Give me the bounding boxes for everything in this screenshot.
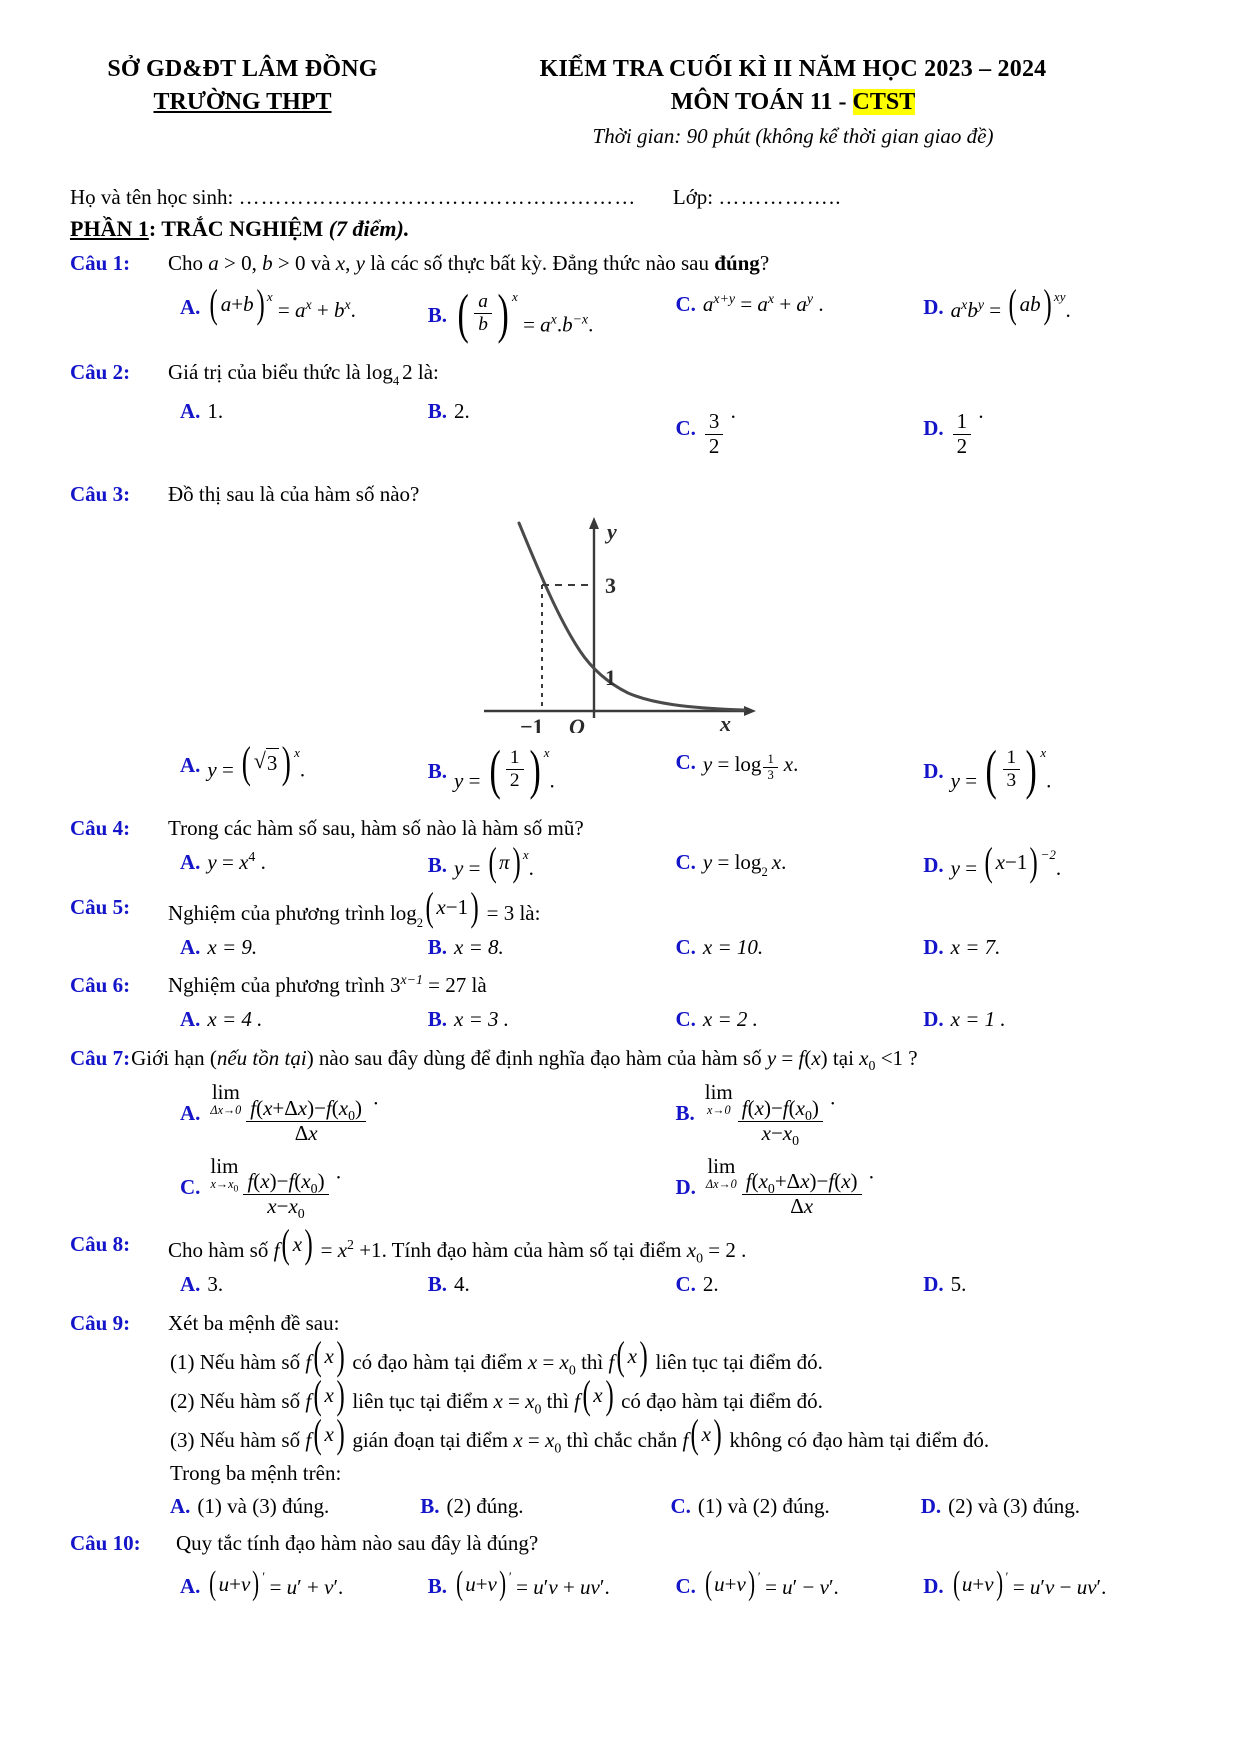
option-b[interactable] (427, 738, 676, 800)
option-c-content: lim $x\to x_0$ $\frac{f(x)-f(x_0)}{x-x_0}$ . (210, 1153, 342, 1222)
question-10-prompt: Quy tắc tính đạo hàm nào sau đây là đúng? (176, 1531, 539, 1556)
option-d-content: x = 1 . (950, 1007, 1006, 1032)
option-b[interactable] (675, 1080, 1172, 1148)
question-1-options (70, 281, 1171, 344)
subject-prefix: MÔN TOÁN 11 - (670, 88, 853, 115)
option-c-label: C. (670, 1494, 691, 1519)
part-score: (7 điểm). (328, 216, 410, 242)
curve (519, 523, 744, 710)
option-d[interactable] (923, 398, 1171, 459)
question-9-prompt: Xét ba mệnh đề sau: (168, 1310, 340, 1335)
option-c[interactable] (676, 934, 924, 961)
question-4 (70, 815, 1171, 842)
option-d-label: D. (675, 1174, 696, 1199)
option-a-label: A. (180, 753, 201, 778)
option-a-content: 3. (207, 1271, 224, 1296)
option-b-content: (2) đúng. (446, 1494, 524, 1519)
option-d-content: y = ( $\frac{1}{3}$ ) x . (950, 738, 1052, 800)
option-a-label: A. (180, 1573, 201, 1598)
option-a-content: ( u + v ) ′ = u′ + v′. (209, 1565, 344, 1603)
y-tick-1-label: 1 (604, 665, 616, 691)
option-a-content: x = 4 . (207, 1007, 263, 1032)
option-c[interactable] (676, 291, 924, 318)
option-a-content: lim Δx→0 $\frac{f(x+\Delta x)-f(x_0)}{\Delta x}$ . (210, 1080, 379, 1145)
option-c[interactable] (676, 1006, 924, 1033)
exponential-graph-svg (476, 513, 766, 733)
option-a[interactable] (180, 281, 428, 327)
option-d[interactable] (923, 1565, 1171, 1603)
school-name: TRƯỜNG THPT (153, 88, 332, 115)
option-c-label: C. (675, 750, 696, 775)
school-authority: SỞ GD&ĐT LÂM ĐỒNG (107, 56, 378, 82)
question-9-statement-1: (1) Nếu hàm số f ( x ) có đạo hàm tại điểm $x = x_0$ thì f ( x ) liên tục tại điểm đó. (170, 1332, 823, 1378)
option-b-label: B. (675, 1101, 695, 1126)
option-c-content: 2. (702, 1271, 719, 1296)
question-9-options (70, 1493, 1171, 1520)
option-b-label: B. (427, 852, 448, 877)
option-d-label: D. (920, 1494, 942, 1519)
question-8-options (70, 1271, 1171, 1298)
question-7-options-row2 (70, 1153, 1171, 1222)
option-b-label: B. (420, 1494, 440, 1519)
option-c-label: C. (675, 1573, 696, 1598)
q7-text-c: tại (827, 1046, 860, 1071)
y-axis-arrow (589, 517, 599, 529)
option-c[interactable] (180, 1153, 676, 1222)
question-9-statement-3: (3) Nếu hàm số f ( x ) gián đoạn tại điểm $x = x_0$ thì chắc chắn f ( x ) không có đạo hàm tại điểm đó. (170, 1410, 990, 1456)
option-b-label: B. (427, 1573, 448, 1598)
option-d[interactable] (921, 1493, 1171, 1520)
option-b[interactable] (420, 1493, 670, 1520)
option-d[interactable] (923, 1271, 1171, 1298)
option-d[interactable] (923, 738, 1171, 800)
question-10 (70, 1530, 1171, 1557)
option-b[interactable] (427, 1565, 676, 1603)
option-d-label: D. (923, 295, 944, 320)
option-c-label: C. (675, 934, 696, 959)
option-a[interactable] (180, 934, 428, 961)
q7-text-d: ? (903, 1046, 918, 1071)
option-c-label: C. (675, 1007, 696, 1032)
question-2-number: Câu 2: (70, 359, 131, 384)
x-axis-label: x (719, 711, 731, 734)
question-9-closing: Trong ba mệnh trên: (170, 1460, 342, 1485)
option-d-content: y = ( x − 1 ) −2 . (950, 838, 1062, 884)
option-c[interactable] (676, 1271, 924, 1298)
option-b[interactable] (427, 282, 676, 344)
option-a-label: A. (180, 849, 201, 874)
option-d[interactable] (923, 1006, 1171, 1033)
option-d-label: D. (923, 1271, 944, 1296)
option-d-label: D. (923, 1007, 944, 1032)
y-tick-3-label: 3 (604, 573, 616, 599)
question-4-prompt: Trong các hàm số sau, hàm số nào là hàm số mũ? (168, 815, 584, 840)
option-d-content: $\frac{1}{2}$ . (951, 398, 984, 459)
class-label: Lớp: (672, 185, 714, 210)
question-2 (70, 359, 1171, 389)
option-a[interactable] (180, 849, 428, 876)
question-3-prompt: Đồ thị sau là của hàm số nào? (168, 481, 420, 506)
option-b-content: x = 3 . (454, 1007, 510, 1032)
option-c[interactable] (675, 1565, 924, 1603)
part-heading (70, 215, 1171, 243)
class-blank[interactable]: …………….. (718, 185, 842, 210)
y-axis-label: y (606, 519, 617, 545)
q7-text-italic: nếu tồn tại (216, 1046, 307, 1071)
option-a-label: A. (180, 398, 201, 423)
question-7-number: Câu 7: (70, 1046, 131, 1071)
x-axis-arrow (744, 706, 756, 716)
option-b[interactable] (427, 838, 676, 884)
question-5-prompt: Nghiệm của phương trình log 2 ( x − 1 ) = 3 là: (168, 883, 541, 930)
q7-text-a: Giới hạn ( (131, 1046, 217, 1071)
document-header (70, 46, 1171, 150)
exam-block (415, 46, 1171, 150)
option-d[interactable] (923, 838, 1171, 884)
question-10-number: Câu 10: (70, 1531, 141, 1556)
question-9-statement-2: (2) Nếu hàm số f ( x ) liên tục tại điểm $x = x_0$ thì f ( x ) có đạo hàm tại điểm đó. (170, 1371, 823, 1417)
option-c[interactable] (671, 1493, 921, 1520)
exam-subject (415, 87, 1171, 118)
question-1-number: Câu 1: (70, 251, 131, 276)
option-d-content: 5. (950, 1271, 967, 1296)
option-d-label: D. (923, 1573, 944, 1598)
option-a-content: (1) và (3) đúng. (197, 1494, 330, 1519)
option-c[interactable] (675, 849, 924, 879)
option-a-label: A. (170, 1494, 191, 1519)
option-b-content: lim x→0 $\frac{f(x)-f(x_0)}{x-x_0}$ . (704, 1080, 836, 1148)
option-d-content: $a^xb^y$ = ( ab ) xy . (950, 281, 1071, 327)
name-blank[interactable]: ……………………………………………… (238, 185, 637, 210)
question-7-prompt: Giới hạn (nếu tồn tại) nào sau đây dùng để định nghĩa đạo hàm của hàm số y = f(x) tại $x_0 <1$ ? (131, 1046, 918, 1074)
x-tick-minus1-label: −1 (519, 714, 544, 734)
question-2-options (70, 398, 1171, 459)
option-c-label: C. (675, 415, 696, 440)
subject-highlight: CTST (852, 88, 916, 115)
question-5-number: Câu 5: (70, 894, 131, 919)
question-7-options-row1 (70, 1080, 1171, 1148)
question-2-prompt: Giá trị của biểu thức là log 4 2 là: (168, 359, 439, 389)
option-b-content: 4. (454, 1271, 470, 1296)
question-6-prompt: Nghiệm của phương trình $3^{x-1} = 27$ là (168, 972, 487, 998)
option-a-content: ( a + b ) x = $a^x + b^x$. (209, 281, 356, 327)
part-title: : TRẮC NGHIỆM (148, 216, 329, 242)
question-4-options (70, 838, 1171, 884)
question-8-number: Câu 8: (70, 1232, 131, 1257)
option-b-content: y = ( π ) x . (454, 838, 534, 884)
option-c-label: C. (675, 1271, 696, 1296)
option-c-label: C. (675, 292, 696, 317)
option-b-content: y = ( $\frac{1}{2}$ ) x . (454, 738, 555, 800)
question-3-number: Câu 3: (70, 481, 131, 506)
option-a-label: A. (180, 1271, 201, 1296)
option-c-content: ( u + v ) ′ = u′ − v′. (705, 1565, 839, 1603)
option-c-content: x = 10. (702, 934, 764, 959)
option-b-label: B. (427, 1271, 448, 1296)
option-a-content: 1. (207, 398, 224, 423)
question-3 (70, 481, 1171, 508)
school-block (70, 46, 415, 117)
option-b-content: ( $\frac{a}{b}$ ) x = $a^x.b^{-x}$. (457, 282, 594, 344)
option-b-label: B. (427, 398, 448, 423)
question-6-options (70, 1006, 1171, 1033)
option-a-label: A. (180, 295, 201, 320)
option-d-content: ( u + v ) ′ = u′v − uv′. (952, 1565, 1107, 1603)
question-5-options (70, 934, 1171, 961)
question-8 (70, 1221, 1171, 1267)
q7-text-b: ) nào sau đây dùng để định nghĩa đạo hàm của hàm số (306, 1046, 767, 1071)
option-b[interactable] (428, 1271, 676, 1298)
part-label: PHẦN 1 (70, 216, 149, 242)
option-a-label: A. (180, 1101, 201, 1126)
name-label: Họ và tên học sinh: (70, 185, 234, 210)
origin-label: O (568, 714, 585, 734)
option-b[interactable] (428, 1006, 676, 1033)
option-a[interactable] (170, 1493, 420, 1520)
option-b[interactable] (428, 934, 676, 961)
student-info-line (70, 184, 1171, 211)
question-10-options (70, 1565, 1171, 1603)
option-d-content: lim Δx→0 $\frac{f(x_0+\Delta x)-f(x)}{\Delta x}$ . (705, 1153, 875, 1219)
option-c-content: $a^{x+y} = a^x + a^y$ . (702, 291, 824, 317)
option-b-label: B. (427, 934, 448, 959)
question-1-prompt: Cho a > 0, b > 0 và x, y là các số thực bất kỳ. Đẳng thức nào sau đúng? (168, 251, 770, 276)
option-b[interactable] (428, 398, 676, 425)
question-3-graph (70, 513, 1171, 733)
question-9-number: Câu 9: (70, 1310, 131, 1335)
question-4-number: Câu 4: (70, 815, 131, 840)
option-a-content: x = 9. (207, 934, 258, 959)
question-3-options (70, 737, 1171, 800)
question-5 (70, 883, 1171, 930)
option-d[interactable] (923, 934, 1171, 961)
exam-title: KIỂM TRA CUỐI KÌ II NĂM HỌC 2023 – 2024 (539, 56, 1047, 82)
question-6-number: Câu 6: (70, 973, 131, 998)
option-a[interactable] (180, 398, 428, 425)
exam-duration: Thời gian: 90 phút (không kể thời gian giao đề) (592, 124, 994, 149)
option-a[interactable] (180, 1565, 428, 1603)
option-a-content: y = ( √ 3 ) x . (207, 737, 306, 787)
option-a[interactable] (180, 737, 428, 787)
option-d-content: (2) và (3) đúng. (948, 1494, 1080, 1519)
question-8-prompt: Cho hàm số f ( x ) = $x^2 +1$. Tính đạo hàm của hàm số tại điểm $x_0 = 2$ . (168, 1221, 747, 1267)
question-6 (70, 972, 1171, 999)
option-d-label: D. (923, 934, 944, 959)
option-c-content: (1) và (2) đúng. (697, 1494, 830, 1519)
option-d[interactable] (923, 281, 1171, 327)
option-d-label: D. (923, 758, 944, 783)
option-b-label: B. (427, 1007, 448, 1032)
option-c-label: C. (675, 849, 696, 874)
option-b-label: B. (427, 758, 448, 783)
option-a-content: $y = x^4$ . (207, 848, 266, 874)
option-d-label: D. (923, 852, 944, 877)
option-a[interactable] (180, 1006, 428, 1033)
option-c[interactable] (676, 398, 924, 459)
option-d[interactable] (675, 1153, 1172, 1219)
option-c-content: x = 2 . (702, 1007, 758, 1032)
option-d-label: D. (923, 415, 944, 440)
option-d-content: x = 7. (950, 934, 1001, 959)
option-c[interactable] (675, 747, 924, 782)
question-7 (70, 1045, 1171, 1072)
option-b-label: B. (427, 302, 448, 327)
option-b-content: x = 8. (454, 934, 504, 959)
option-c-label: C. (180, 1174, 201, 1199)
option-a[interactable] (180, 1082, 676, 1145)
option-b-content: 2. (454, 398, 470, 423)
option-c-content: y = log 2 x. (702, 849, 787, 879)
option-c-content: $\frac{3}{2}$ . (703, 398, 736, 459)
option-b-content: ( u + v ) ′ = u′v + uv′. (456, 1565, 610, 1603)
question-1 (70, 250, 1171, 277)
option-a-label: A. (180, 1007, 201, 1032)
option-a-label: A. (180, 934, 201, 959)
option-c-content: y = log $\frac{1}{3}$ x. (702, 752, 799, 782)
option-a[interactable] (180, 1271, 428, 1298)
